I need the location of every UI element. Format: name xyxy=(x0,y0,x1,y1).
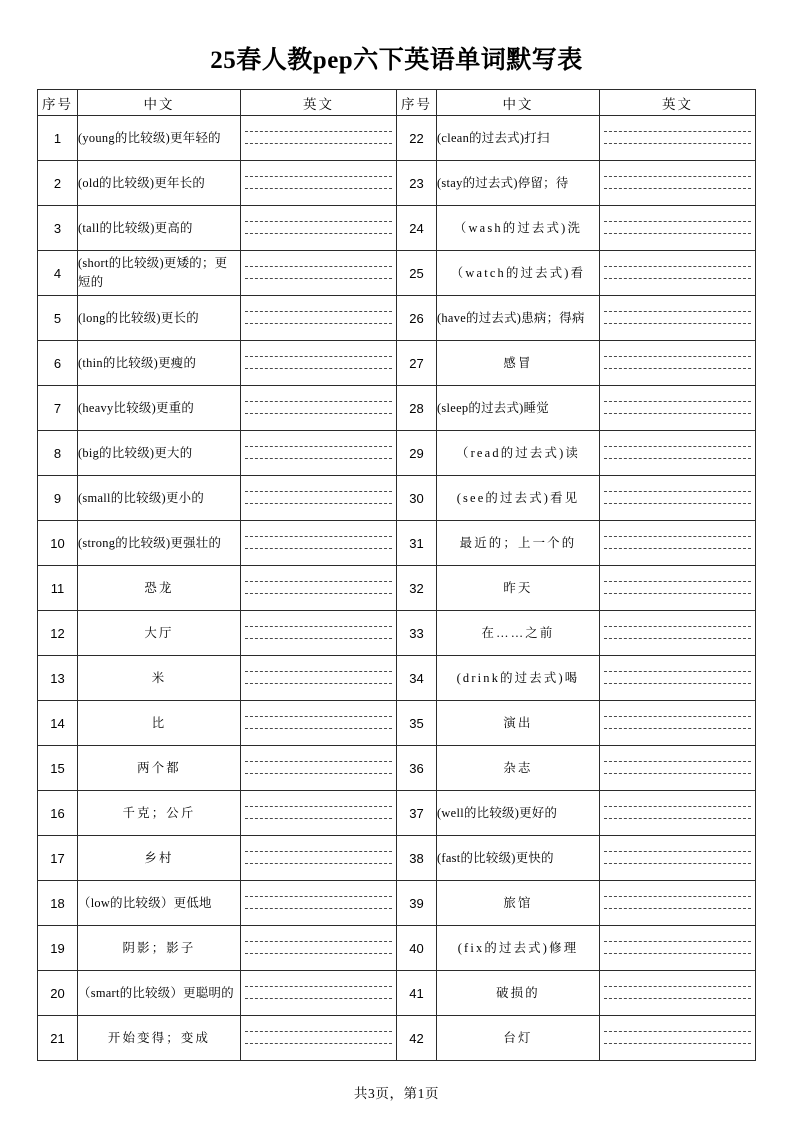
chinese-meaning-cell: 米 xyxy=(78,656,241,701)
row-number: 17 xyxy=(38,836,78,881)
english-answer-cell[interactable] xyxy=(241,296,397,341)
row-number: 20 xyxy=(38,971,78,1016)
dashed-writing-line xyxy=(604,221,751,222)
dashed-writing-line xyxy=(604,908,751,909)
table-row xyxy=(38,881,756,926)
dashed-writing-line xyxy=(604,761,751,762)
dashed-writing-line xyxy=(245,896,392,897)
row-number: 18 xyxy=(38,881,78,926)
english-answer-cell[interactable] xyxy=(600,791,756,836)
chinese-meaning-cell: 两个都 xyxy=(78,746,241,791)
row-number: 26 xyxy=(397,296,437,341)
row-number: 2 xyxy=(38,161,78,206)
row-number: 29 xyxy=(397,431,437,476)
chinese-meaning-cell: (strong的比较级)更强壮的 xyxy=(78,521,241,566)
row-number: 28 xyxy=(397,386,437,431)
dashed-writing-line xyxy=(604,626,751,627)
dashed-writing-line xyxy=(245,818,392,819)
english-answer-cell[interactable] xyxy=(600,836,756,881)
chinese-meaning-cell: (stay的过去式)停留；待 xyxy=(437,161,600,206)
english-answer-cell[interactable] xyxy=(241,206,397,251)
chinese-meaning-cell: (thin的比较级)更瘦的 xyxy=(78,341,241,386)
english-answer-cell[interactable] xyxy=(600,341,756,386)
dashed-writing-line xyxy=(604,266,751,267)
dashed-writing-line xyxy=(245,176,392,177)
chinese-meaning-cell: (heavy比较级)更重的 xyxy=(78,386,241,431)
dashed-writing-line xyxy=(245,446,392,447)
row-number: 1 xyxy=(38,116,78,161)
english-answer-cell[interactable] xyxy=(600,611,756,656)
writing-lines[interactable] xyxy=(600,342,755,384)
table-row xyxy=(38,116,756,161)
dashed-writing-line xyxy=(604,413,751,414)
english-answer-cell[interactable] xyxy=(600,746,756,791)
english-answer-cell[interactable] xyxy=(241,746,397,791)
table-row xyxy=(38,521,756,566)
dashed-writing-line xyxy=(245,941,392,942)
table-row xyxy=(38,161,756,206)
writing-lines[interactable] xyxy=(241,387,396,429)
dashed-writing-line xyxy=(245,188,392,189)
header-no-right: 序号 xyxy=(397,90,437,116)
writing-lines[interactable] xyxy=(600,747,755,789)
english-answer-cell[interactable] xyxy=(241,656,397,701)
chinese-meaning-cell: 开始变得；变成 xyxy=(78,1016,241,1061)
english-answer-cell[interactable] xyxy=(241,971,397,1016)
chinese-meaning-cell: 破损的 xyxy=(437,971,600,1016)
dashed-writing-line xyxy=(604,458,751,459)
header-chinese-left: 中文 xyxy=(78,90,241,116)
row-number: 16 xyxy=(38,791,78,836)
writing-lines[interactable] xyxy=(600,837,755,879)
dashed-writing-line xyxy=(604,773,751,774)
dashed-writing-line xyxy=(245,728,392,729)
writing-lines[interactable] xyxy=(241,567,396,609)
english-answer-cell[interactable] xyxy=(600,1016,756,1061)
row-number: 9 xyxy=(38,476,78,521)
dashed-writing-line xyxy=(604,356,751,357)
writing-lines[interactable] xyxy=(600,657,755,699)
chinese-meaning-cell: 比 xyxy=(78,701,241,746)
chinese-meaning-cell: 杂志 xyxy=(437,746,600,791)
english-answer-cell[interactable] xyxy=(241,926,397,971)
chinese-meaning-cell: (long的比较级)更长的 xyxy=(78,296,241,341)
table-row xyxy=(38,926,756,971)
row-number: 34 xyxy=(397,656,437,701)
row-number: 25 xyxy=(397,251,437,296)
dashed-writing-line xyxy=(604,491,751,492)
dashed-writing-line xyxy=(245,491,392,492)
writing-lines[interactable] xyxy=(600,387,755,429)
chinese-meaning-cell: (well的比较级)更好的 xyxy=(437,791,600,836)
english-answer-cell[interactable] xyxy=(600,566,756,611)
chinese-meaning-cell: 感冒 xyxy=(437,341,600,386)
dashed-writing-line xyxy=(245,998,392,999)
table-row xyxy=(38,386,756,431)
dashed-writing-line xyxy=(245,593,392,594)
row-number: 22 xyxy=(397,116,437,161)
english-answer-cell[interactable] xyxy=(600,251,756,296)
chinese-meaning-cell: (drink的过去式)喝 xyxy=(437,656,600,701)
english-answer-cell[interactable] xyxy=(241,836,397,881)
dashed-writing-line xyxy=(604,638,751,639)
dashed-writing-line xyxy=(604,401,751,402)
row-number: 42 xyxy=(397,1016,437,1061)
row-number: 31 xyxy=(397,521,437,566)
dashed-writing-line xyxy=(604,503,751,504)
dashed-writing-line xyxy=(245,638,392,639)
english-answer-cell[interactable] xyxy=(600,296,756,341)
english-answer-cell[interactable] xyxy=(241,521,397,566)
row-number: 21 xyxy=(38,1016,78,1061)
row-number: 10 xyxy=(38,521,78,566)
dashed-writing-line xyxy=(604,953,751,954)
row-number: 27 xyxy=(397,341,437,386)
chinese-meaning-cell: (small的比较级)更小的 xyxy=(78,476,241,521)
dashed-writing-line xyxy=(604,986,751,987)
writing-lines[interactable] xyxy=(241,297,396,339)
row-number: 14 xyxy=(38,701,78,746)
header-english-left: 英文 xyxy=(241,90,397,116)
writing-lines[interactable] xyxy=(600,702,755,744)
chinese-meaning-cell: （read的过去式)读 xyxy=(437,431,600,476)
row-number: 19 xyxy=(38,926,78,971)
row-number: 6 xyxy=(38,341,78,386)
english-answer-cell[interactable] xyxy=(241,791,397,836)
english-answer-cell[interactable] xyxy=(600,206,756,251)
english-answer-cell[interactable] xyxy=(241,701,397,746)
writing-lines[interactable] xyxy=(241,342,396,384)
table-row xyxy=(38,476,756,521)
dashed-writing-line xyxy=(245,683,392,684)
dashed-writing-line xyxy=(245,908,392,909)
dashed-writing-line xyxy=(245,986,392,987)
writing-lines[interactable] xyxy=(600,927,755,969)
header-row xyxy=(38,90,756,116)
writing-lines[interactable] xyxy=(600,297,755,339)
dashed-writing-line xyxy=(245,581,392,582)
writing-lines[interactable] xyxy=(600,567,755,609)
writing-lines[interactable] xyxy=(600,432,755,474)
chinese-meaning-cell: 最近的；上一个的 xyxy=(437,521,600,566)
chinese-meaning-cell: 昨天 xyxy=(437,566,600,611)
writing-lines[interactable] xyxy=(241,702,396,744)
row-number: 36 xyxy=(397,746,437,791)
writing-lines[interactable] xyxy=(241,792,396,834)
dashed-writing-line xyxy=(245,1043,392,1044)
page-title: 25春人教pep六下英语单词默写表 xyxy=(210,47,583,74)
english-answer-cell[interactable] xyxy=(241,251,397,296)
dashed-writing-line xyxy=(604,941,751,942)
chinese-meaning-cell: (big的比较级)更大的 xyxy=(78,431,241,476)
dashed-writing-line xyxy=(604,896,751,897)
row-number: 30 xyxy=(397,476,437,521)
chinese-meaning-cell: (fix的过去式)修理 xyxy=(437,926,600,971)
chinese-meaning-cell: (fast的比较级)更快的 xyxy=(437,836,600,881)
chinese-meaning-cell: （low的比较级）更低地 xyxy=(78,881,241,926)
dashed-writing-line xyxy=(604,818,751,819)
chinese-meaning-cell: (old的比较级)更年长的 xyxy=(78,161,241,206)
chinese-meaning-cell: (see的过去式)看见 xyxy=(437,476,600,521)
table-row xyxy=(38,611,756,656)
dashed-writing-line xyxy=(245,368,392,369)
english-answer-cell[interactable] xyxy=(600,656,756,701)
english-answer-cell[interactable] xyxy=(600,161,756,206)
writing-lines[interactable] xyxy=(241,657,396,699)
header-no-left: 序号 xyxy=(38,90,78,116)
dashed-writing-line xyxy=(245,233,392,234)
table-row xyxy=(38,1016,756,1061)
dashed-writing-line xyxy=(245,626,392,627)
row-number: 12 xyxy=(38,611,78,656)
writing-lines[interactable] xyxy=(600,252,755,294)
row-number: 15 xyxy=(38,746,78,791)
english-answer-cell[interactable] xyxy=(241,476,397,521)
dashed-writing-line xyxy=(245,401,392,402)
row-number: 8 xyxy=(38,431,78,476)
dashed-writing-line xyxy=(245,221,392,222)
english-answer-cell[interactable] xyxy=(241,386,397,431)
dashed-writing-line xyxy=(604,1043,751,1044)
writing-lines[interactable] xyxy=(241,882,396,924)
writing-lines[interactable] xyxy=(600,972,755,1014)
chinese-meaning-cell: 恐龙 xyxy=(78,566,241,611)
dashed-writing-line xyxy=(604,716,751,717)
table-row xyxy=(38,701,756,746)
row-number: 7 xyxy=(38,386,78,431)
writing-lines[interactable] xyxy=(600,882,755,924)
writing-lines[interactable] xyxy=(600,792,755,834)
writing-lines[interactable] xyxy=(241,1017,396,1059)
dashed-writing-line xyxy=(604,1031,751,1032)
english-answer-cell[interactable] xyxy=(241,116,397,161)
dashed-writing-line xyxy=(245,503,392,504)
dashed-writing-line xyxy=(245,863,392,864)
dashed-writing-line xyxy=(245,356,392,357)
vocabulary-table xyxy=(37,89,756,1061)
dashed-writing-line xyxy=(604,278,751,279)
english-answer-cell[interactable] xyxy=(600,116,756,161)
chinese-meaning-cell: (sleep的过去式)睡觉 xyxy=(437,386,600,431)
writing-lines[interactable] xyxy=(600,117,755,159)
dashed-writing-line xyxy=(245,131,392,132)
row-number: 3 xyxy=(38,206,78,251)
row-number: 33 xyxy=(397,611,437,656)
row-number: 5 xyxy=(38,296,78,341)
writing-lines[interactable] xyxy=(241,522,396,564)
dashed-writing-line xyxy=(245,953,392,954)
dashed-writing-line xyxy=(604,728,751,729)
writing-lines[interactable] xyxy=(241,837,396,879)
dashed-writing-line xyxy=(604,863,751,864)
writing-lines[interactable] xyxy=(600,522,755,564)
english-answer-cell[interactable] xyxy=(600,386,756,431)
table-row xyxy=(38,791,756,836)
header-chinese-right: 中文 xyxy=(437,90,600,116)
chinese-meaning-cell: (tall的比较级)更高的 xyxy=(78,206,241,251)
writing-lines[interactable] xyxy=(241,432,396,474)
dashed-writing-line xyxy=(604,671,751,672)
dashed-writing-line xyxy=(245,266,392,267)
row-number: 41 xyxy=(397,971,437,1016)
dashed-writing-line xyxy=(604,311,751,312)
row-number: 4 xyxy=(38,251,78,296)
row-number: 39 xyxy=(397,881,437,926)
table-row xyxy=(38,206,756,251)
english-answer-cell[interactable] xyxy=(600,881,756,926)
dashed-writing-line xyxy=(604,446,751,447)
table-body xyxy=(38,116,756,1061)
dashed-writing-line xyxy=(604,683,751,684)
dashed-writing-line xyxy=(245,1031,392,1032)
dashed-writing-line xyxy=(245,311,392,312)
chinese-meaning-cell: （watch的过去式)看 xyxy=(437,251,600,296)
dashed-writing-line xyxy=(604,536,751,537)
chinese-meaning-cell: 阴影；影子 xyxy=(78,926,241,971)
dashed-writing-line xyxy=(245,278,392,279)
table-row xyxy=(38,431,756,476)
writing-lines[interactable] xyxy=(241,117,396,159)
row-number: 24 xyxy=(397,206,437,251)
dashed-writing-line xyxy=(604,176,751,177)
writing-lines[interactable] xyxy=(241,612,396,654)
writing-lines[interactable] xyxy=(600,162,755,204)
dashed-writing-line xyxy=(245,671,392,672)
row-number: 35 xyxy=(397,701,437,746)
english-answer-cell[interactable] xyxy=(600,431,756,476)
dashed-writing-line xyxy=(604,593,751,594)
table-row xyxy=(38,566,756,611)
writing-lines[interactable] xyxy=(241,207,396,249)
table-row xyxy=(38,971,756,1016)
row-number: 13 xyxy=(38,656,78,701)
row-number: 23 xyxy=(397,161,437,206)
dashed-writing-line xyxy=(245,548,392,549)
dashed-writing-line xyxy=(604,143,751,144)
chinese-meaning-cell: （wash的过去式)洗 xyxy=(437,206,600,251)
dashed-writing-line xyxy=(245,413,392,414)
table-row xyxy=(38,656,756,701)
chinese-meaning-cell: （smart的比较级）更聪明的 xyxy=(78,971,241,1016)
chinese-meaning-cell: (short的比较级)更矮的；更短的 xyxy=(78,251,241,296)
dashed-writing-line xyxy=(604,131,751,132)
dashed-writing-line xyxy=(604,998,751,999)
chinese-meaning-cell: 大厅 xyxy=(78,611,241,656)
chinese-meaning-cell: (have的过去式)患病；得病 xyxy=(437,296,600,341)
dashed-writing-line xyxy=(604,548,751,549)
page-footer: 共3页，第1页 xyxy=(353,1086,440,1101)
chinese-meaning-cell: (clean的过去式)打扫 xyxy=(437,116,600,161)
row-number: 40 xyxy=(397,926,437,971)
row-number: 37 xyxy=(397,791,437,836)
dashed-writing-line xyxy=(245,806,392,807)
dashed-writing-line xyxy=(245,143,392,144)
table-row xyxy=(38,341,756,386)
dashed-writing-line xyxy=(245,716,392,717)
english-answer-cell[interactable] xyxy=(600,971,756,1016)
table-row xyxy=(38,251,756,296)
english-answer-cell[interactable] xyxy=(600,926,756,971)
table-row xyxy=(38,296,756,341)
row-number: 38 xyxy=(397,836,437,881)
english-answer-cell[interactable] xyxy=(241,881,397,926)
header-english-right: 英文 xyxy=(600,90,756,116)
english-answer-cell[interactable] xyxy=(241,566,397,611)
writing-lines[interactable] xyxy=(241,747,396,789)
writing-lines[interactable] xyxy=(600,477,755,519)
writing-lines[interactable] xyxy=(600,207,755,249)
dashed-writing-line xyxy=(604,323,751,324)
dashed-writing-line xyxy=(604,233,751,234)
dashed-writing-line xyxy=(245,458,392,459)
dashed-writing-line xyxy=(604,851,751,852)
english-answer-cell[interactable] xyxy=(600,521,756,566)
english-answer-cell[interactable] xyxy=(241,1016,397,1061)
chinese-meaning-cell: 台灯 xyxy=(437,1016,600,1061)
vocabulary-table-container xyxy=(37,89,756,1061)
chinese-meaning-cell: 演出 xyxy=(437,701,600,746)
writing-lines[interactable] xyxy=(600,1017,755,1059)
row-number: 32 xyxy=(397,566,437,611)
english-answer-cell[interactable] xyxy=(241,341,397,386)
dashed-writing-line xyxy=(604,188,751,189)
chinese-meaning-cell: 旅馆 xyxy=(437,881,600,926)
table-row xyxy=(38,746,756,791)
writing-lines[interactable] xyxy=(600,612,755,654)
dashed-writing-line xyxy=(245,323,392,324)
english-answer-cell[interactable] xyxy=(600,701,756,746)
dashed-writing-line xyxy=(604,806,751,807)
row-number: 11 xyxy=(38,566,78,611)
english-answer-cell[interactable] xyxy=(600,476,756,521)
writing-lines[interactable] xyxy=(241,252,396,294)
writing-lines[interactable] xyxy=(241,972,396,1014)
dashed-writing-line xyxy=(604,368,751,369)
dashed-writing-line xyxy=(245,773,392,774)
dashed-writing-line xyxy=(245,536,392,537)
english-answer-cell[interactable] xyxy=(241,611,397,656)
writing-lines[interactable] xyxy=(241,477,396,519)
chinese-meaning-cell: 千克；公斤 xyxy=(78,791,241,836)
chinese-meaning-cell: 乡村 xyxy=(78,836,241,881)
chinese-meaning-cell: 在……之前 xyxy=(437,611,600,656)
dashed-writing-line xyxy=(245,761,392,762)
writing-lines[interactable] xyxy=(241,927,396,969)
writing-lines[interactable] xyxy=(241,162,396,204)
table-row xyxy=(38,836,756,881)
dashed-writing-line xyxy=(245,851,392,852)
english-answer-cell[interactable] xyxy=(241,161,397,206)
dashed-writing-line xyxy=(604,581,751,582)
english-answer-cell[interactable] xyxy=(241,431,397,476)
chinese-meaning-cell: (young的比较级)更年轻的 xyxy=(78,116,241,161)
table-header xyxy=(38,90,756,116)
